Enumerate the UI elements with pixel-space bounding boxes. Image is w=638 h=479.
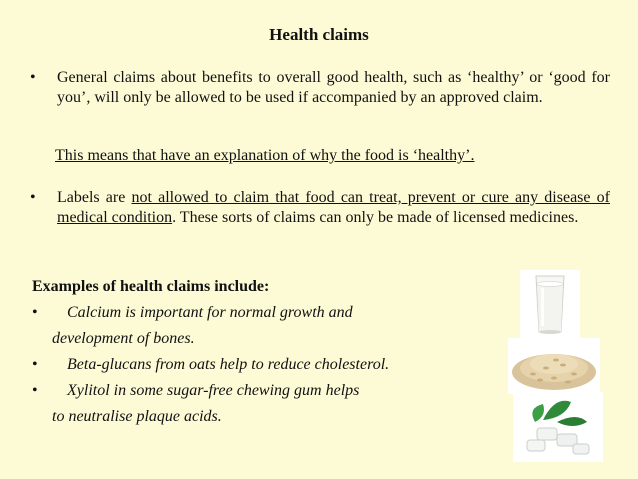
example-line: Xylitol in some sugar-free chewing gum helps (67, 382, 360, 399)
example-item (32, 300, 389, 352)
bullet-prefix: Labels are (57, 189, 132, 206)
example-line: Calcium is important for normal growth and (67, 304, 353, 321)
chewing-gum-icon (513, 392, 603, 462)
bullet-dot: • (30, 69, 36, 86)
oats-icon (508, 338, 600, 394)
explanation-note: This means that have an explanation of why the food is ‘healthy’. (55, 147, 475, 164)
milk-glass-icon (520, 270, 580, 338)
example-line: to neutralise plaque acids. (52, 408, 222, 425)
examples-heading: Examples of health claims include: (32, 278, 270, 295)
example-item (32, 352, 389, 378)
bullet-underlined: not allowed to claim that food can treat, prevent or cure any disease of medical condition (57, 189, 610, 226)
bullet-dot: • (32, 382, 38, 399)
examples-section (32, 274, 389, 430)
example-line: Beta-glucans from oats help to reduce cholesterol. (67, 356, 390, 373)
bullet-text (57, 188, 610, 228)
bullet-suffix: . These sorts of claims can only be made of licensed medicines. (172, 209, 579, 226)
bullet-dot: • (32, 304, 38, 321)
bullet-dot: • (32, 356, 38, 373)
bullet-general-claims (30, 68, 610, 108)
bullet-labels (30, 188, 610, 228)
example-item (32, 378, 389, 430)
page-title: Health claims (269, 25, 369, 44)
example-line: development of bones. (52, 330, 195, 347)
bullet-text: General claims about benefits to overall good health, such as ‘healthy’ or ‘good for you’, will only be allowed to be used if accompanied by an approved claim. (57, 69, 610, 106)
bullet-dot: • (30, 189, 36, 206)
